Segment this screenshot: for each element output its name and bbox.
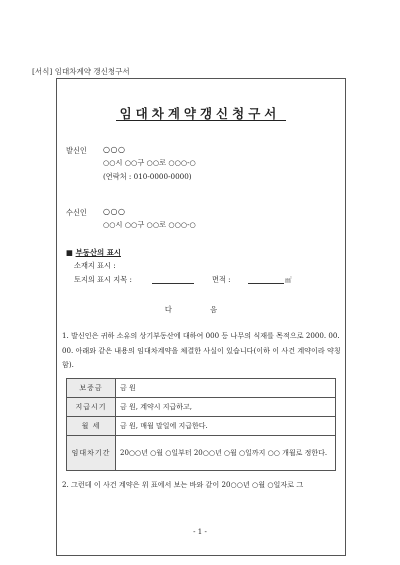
table-row xyxy=(67,398,336,417)
page-number: - 1 - xyxy=(193,528,207,536)
term-value: 20○○년 ○월 ○일부터 20○○년 ○월 ○일까지 ○○ 개월로 정한다. xyxy=(116,436,336,471)
term-value: 금 원 xyxy=(116,379,336,398)
area-blank xyxy=(248,283,284,284)
receiver-label: 수신인 xyxy=(66,208,87,217)
area-label: 면적 : xyxy=(212,275,231,284)
table-row xyxy=(67,417,336,436)
receiver-name: ○○○ xyxy=(103,207,126,216)
table-row xyxy=(67,436,336,471)
lease-terms-table xyxy=(66,378,336,471)
property-location-label: 소재지 표시 : xyxy=(74,261,116,270)
paragraph-2: 2. 그런데 이 사건 계약은 위 표에서 보는 바와 같이 20○○년 ○월 ○일자로 그 xyxy=(62,480,304,489)
sender-label: 발신인 xyxy=(66,146,87,155)
receiver-address: ○○시 ○○구 ○○로 ○○○-○ xyxy=(103,220,196,229)
title-underline xyxy=(116,120,286,121)
section-heading-daum: 다 음 xyxy=(164,305,236,314)
term-value: 금 원, 매월 말일에 지급한다. xyxy=(116,417,336,436)
term-key: 임대차기간 xyxy=(67,436,116,471)
sender-phone: (연락처 : 010-0000-0000) xyxy=(103,172,192,181)
document-title: 임대차계약갱신청구서 xyxy=(119,106,281,121)
sender-address: ○○시 ○○구 ○○로 ○○○-○ xyxy=(103,158,196,167)
term-key: 보증금 xyxy=(67,379,116,398)
square-bullet-icon: ■ xyxy=(66,248,73,257)
paragraph-1: 1. 발신인은 귀하 소유의 상기부동산에 대하여 000 등 나무의 식재를 목적으로 2000. 00. 00. 아래와 같은 내용의 임대차계약을 체결한 사실이 있습니다(이하 이 사건 계약이라 약칭함). xyxy=(62,331,341,369)
land-category-blank xyxy=(152,283,194,284)
table-row xyxy=(67,379,336,398)
sender-name: ○○○ xyxy=(103,145,126,154)
property-heading xyxy=(66,247,121,258)
property-land-label: 토지의 표시 지목 : xyxy=(74,275,132,284)
area-unit: ㎡ xyxy=(285,276,292,284)
property-heading-text: 부동산의 표시 xyxy=(75,248,121,257)
term-key: 월 세 xyxy=(67,417,116,436)
term-value: 금 원, 계약시 지급하고, xyxy=(116,398,336,417)
form-header-tag: [서식] 임대차계약 갱신청구서 xyxy=(32,67,130,76)
term-key: 지급시기 xyxy=(67,398,116,417)
